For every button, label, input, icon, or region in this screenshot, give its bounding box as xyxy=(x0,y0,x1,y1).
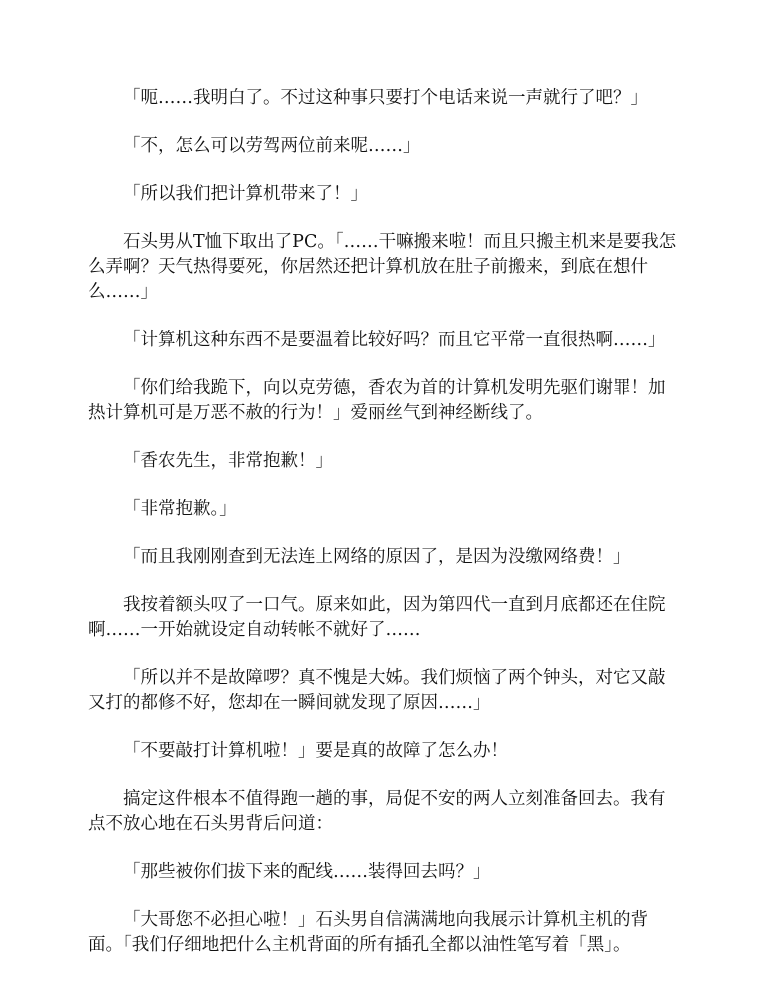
paragraph: 「你们给我跪下，向以克劳德，香农为首的计算机发明先驱们谢罪！加热计算机可是万恶不赦的行为！」爱丽丝气到神经断线了。 xyxy=(88,378,666,423)
paragraph: 「非常抱歉。」 xyxy=(123,499,237,519)
paragraph: 「呃……我明白了。不过这种事只要打个电话来说一声就行了吧？」 xyxy=(123,88,648,108)
paragraph: 「所以我们把计算机带来了！」 xyxy=(123,184,368,204)
paragraph: 搞定这件根本不值得跑一趟的事，局促不安的两人立刻准备回去。我有点不放心地在石头男背后问道： xyxy=(88,789,666,834)
paragraph: 「香农先生，非常抱歉！」 xyxy=(123,451,333,471)
paragraph: 「而且我刚刚查到无法连上网络的原因了，是因为没缴网络费！」 xyxy=(123,547,631,567)
paragraph: 「那些被你们拔下来的配线……装得回去吗？」 xyxy=(123,862,491,882)
paragraph: 「不要敲打计算机啦！」要是真的故障了怎么办！ xyxy=(123,741,508,761)
paragraph: 「所以并不是故障啰？真不愧是大姊。我们烦恼了两个钟头，对它又敲又打的都修不好，您却在一瞬间就发现了原因……」 xyxy=(88,668,666,713)
document-page xyxy=(88,86,678,981)
paragraph: 「不，怎么可以劳驾两位前来呢……」 xyxy=(123,136,421,156)
paragraph: 「计算机这种东西不是要温着比较好吗？而且它平常一直很热啊……」 xyxy=(123,330,666,350)
paragraph: 「大哥您不必担心啦！」石头男自信满满地向我展示计算机主机的背面。「我们仔细地把什么主机背面的所有插孔全都以油性笔写着「黑」。 xyxy=(88,910,648,955)
paragraph: 我按着额头叹了一口气。原来如此，因为第四代一直到月底都还在住院啊……一开始就设定自动转帐不就好了…… xyxy=(88,595,666,640)
paragraph: 石头男从T恤下取出了PC。「……干嘛搬来啦！而且只搬主机来是要我怎么弄啊？天气热得要死，你居然还把计算机放在肚子前搬来，到底在想什么……」 xyxy=(88,232,677,302)
